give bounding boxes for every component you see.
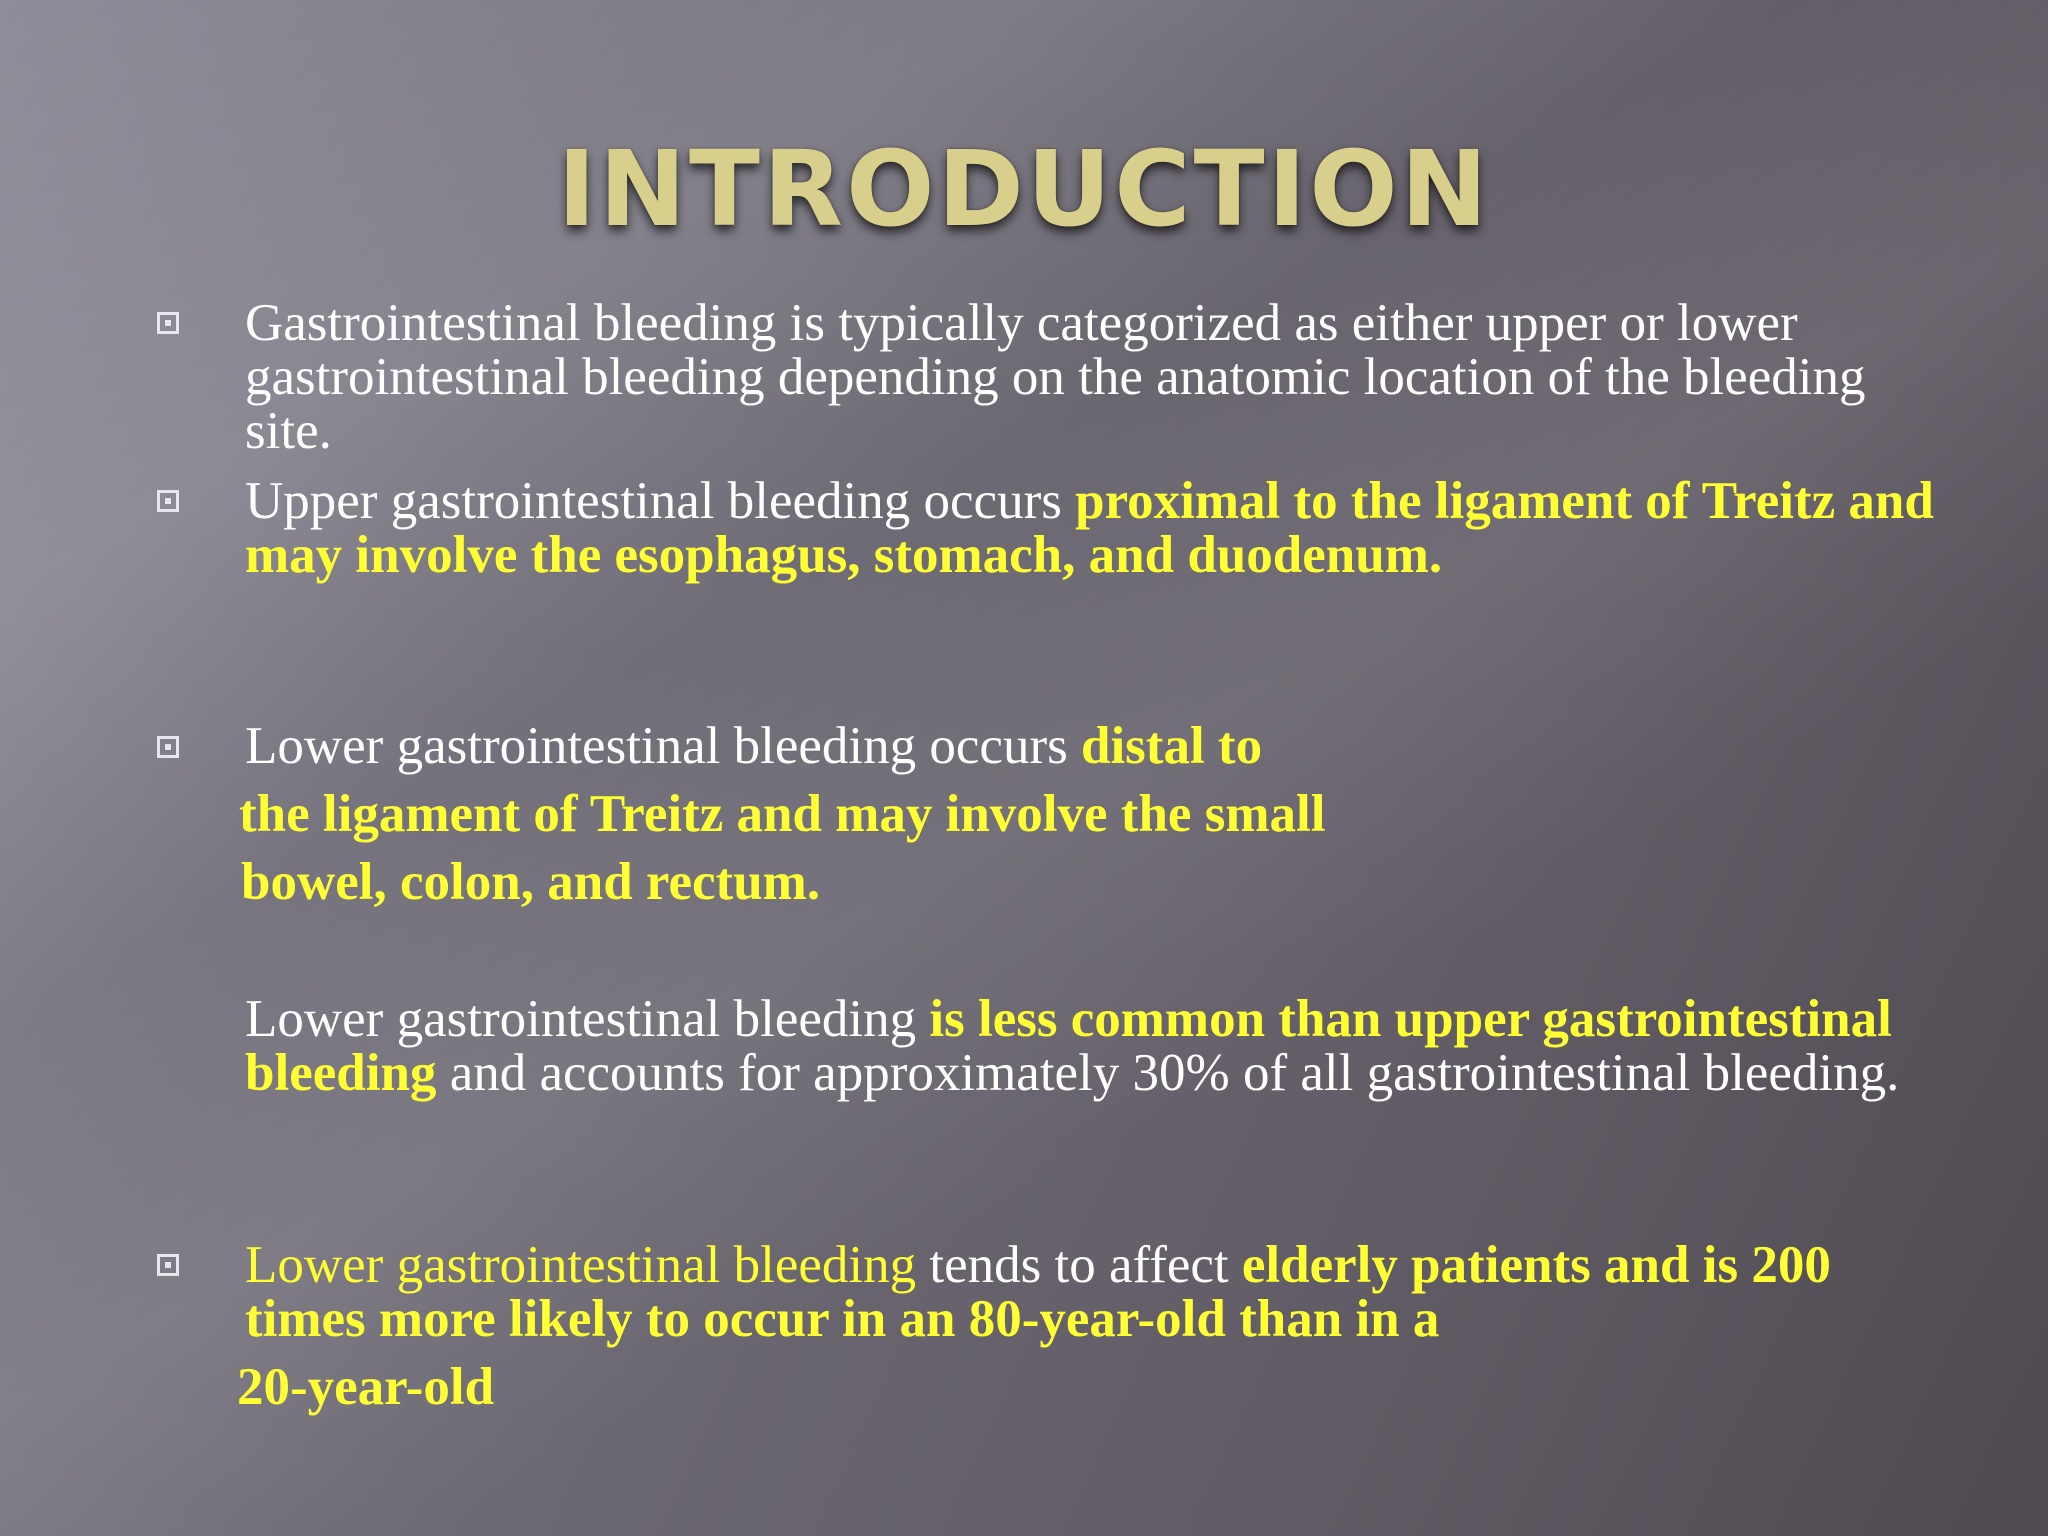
paragraph-item-4 [245,992,1945,1100]
bullet-item-3 [239,712,1945,916]
square-bullet-icon [157,1254,179,1276]
square-bullet-icon [157,736,179,758]
bullet-5-lead-highlight: Lower gastrointestinal bleeding [245,1236,917,1294]
bullet-item-1 [245,296,1945,458]
bullet-3-highlight-1: distal to [1080,717,1263,775]
bullet-2-highlight: proximal to the ligament of Treitz and may involve the esophagus, stomach, and duodenum. [245,472,1934,584]
para-4-tail: and accounts for approximately 30% of all gastrointestinal bleeding. [436,1044,1900,1102]
para-4-lead: Lower gastrointestinal bleeding [245,990,930,1048]
bullet-3-highlight-3: bowel, colon, and rectum. [241,853,821,911]
bullet-3-line-1 [245,712,1945,780]
square-bullet-icon [157,490,179,512]
bullet-5-middle: tends to affect [916,1236,1242,1294]
bullet-3-highlight-2: the ligament of Treitz and may involve the small [239,785,1326,843]
square-bullet-icon [157,312,179,334]
bullet-2-lead: Upper gastrointestinal bleeding occurs [245,472,1076,530]
para-4-highlight: is less common than upper gastrointestinal bleeding [245,990,1892,1102]
slide-title: INTRODUCTION [557,128,1491,250]
bullet-1-text: Gastrointestinal bleeding is typically categorized as either upper or lower gastrointestinal bleeding depending on the anatomic location of the bleeding site. [245,294,1866,460]
bullet-item-5 [237,1236,1945,1416]
bullet-3-lead: Lower gastrointestinal bleeding occurs [245,717,1081,775]
bullet-5-highlight: elderly patients and is 200 times more likely to occur in an 80-year-old than in a [245,1236,1831,1348]
bullet-5-highlight-end: 20-year-old [237,1358,495,1416]
bullet-item-2 [245,474,1945,582]
